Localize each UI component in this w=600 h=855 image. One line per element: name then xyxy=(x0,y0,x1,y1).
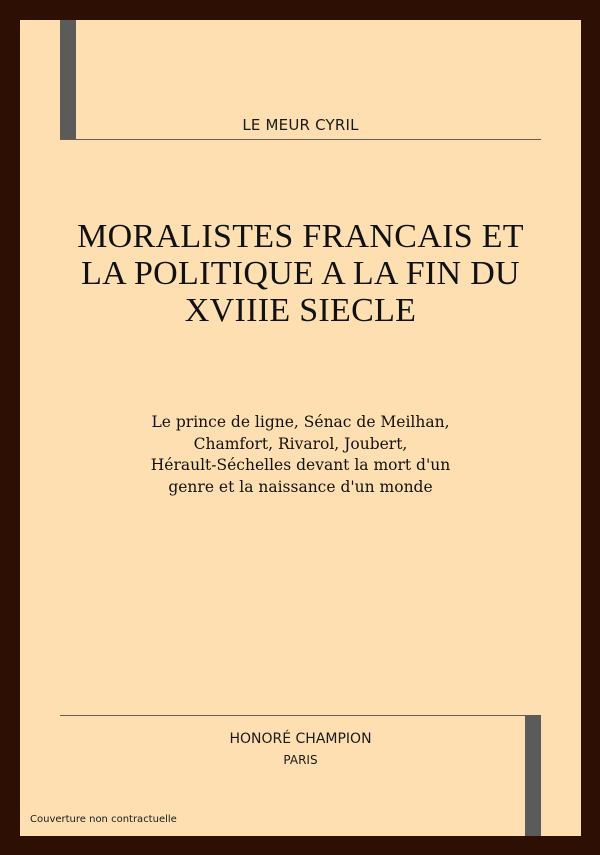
title-line: LA POLITIQUE A LA FIN DU xyxy=(81,255,520,292)
title-line: XVIIIE SIECLE xyxy=(184,292,417,329)
publisher-name: HONORÉ CHAMPION xyxy=(229,731,372,747)
subtitle-line: genre et la naissance d'un monde xyxy=(168,477,433,496)
book-cover xyxy=(20,20,581,836)
book-title xyxy=(40,218,561,329)
cover-disclaimer: Couverture non contractuelle xyxy=(30,814,177,825)
bottom-rule xyxy=(60,715,541,716)
title-line: MORALISTES FRANCAIS ET xyxy=(77,218,524,255)
book-subtitle xyxy=(60,412,541,498)
author-name: LE MEUR CYRIL xyxy=(242,116,359,134)
publisher-city: PARIS xyxy=(283,753,318,767)
top-rule xyxy=(60,139,541,140)
subtitle-line: Hérault-Séchelles devant la mort d'un xyxy=(150,456,451,474)
subtitle-line: Le prince de ligne, Sénac de Meilhan, xyxy=(151,413,450,431)
subtitle-line: Chamfort, Rivarol, Joubert, xyxy=(193,434,408,453)
